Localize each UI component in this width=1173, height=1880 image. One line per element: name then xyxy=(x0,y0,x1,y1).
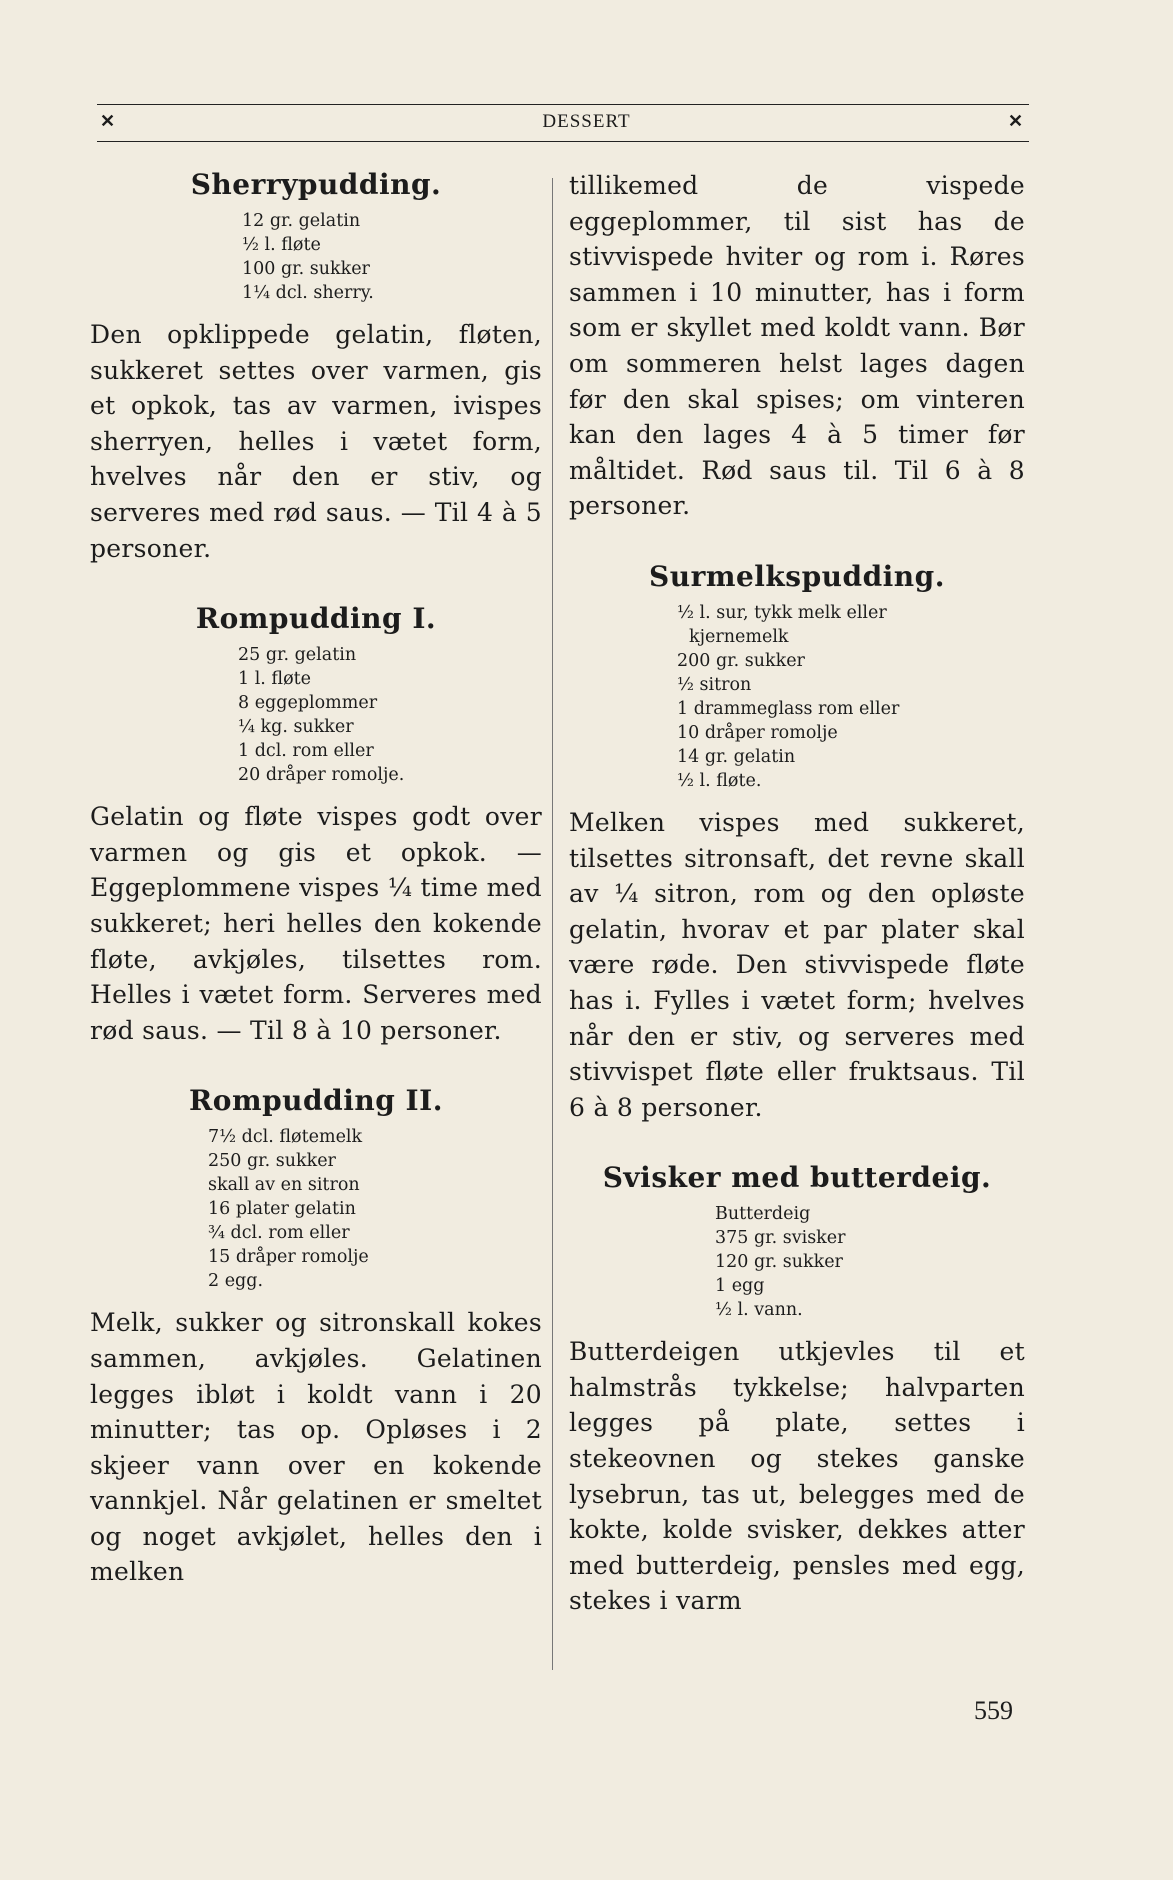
ingredient: 250 gr. sukker xyxy=(208,1151,336,1172)
ingredient: 100 gr. sukker xyxy=(242,259,370,279)
ingredient: 10 dråper romolje xyxy=(677,722,838,743)
ingredient: 120 gr. sukker xyxy=(715,1252,843,1273)
right-column xyxy=(569,168,1025,1619)
recipe-text: Melken vispes med sukkeret, tilsettes sitronsaft, det revne skall av ¼ sitron, rom og den opløste gelatin, hvorav et par plater skal være røde. Den stivvispede fløte has i. Fylles i vætet form; hvelves når den er stiv, og serveres med stivvispet fløte eller fruktsaus. Til 6 à 8 personer. xyxy=(569,807,1025,1122)
ingredient-list xyxy=(208,1125,542,1293)
ingredient: 20 dråper romolje. xyxy=(238,765,405,786)
recipe-title: Surmelkspudding. xyxy=(649,559,945,593)
header-top-rule xyxy=(97,104,1029,105)
ingredient: ½ sitron xyxy=(677,674,752,695)
recipe-text: Melk, sukker og sitronskall kokes sammen, avkjøles. Gelatinen legges ibløt i koldt vann i 20 minutter; tas op. Opløses i 2 skjeer vann over en kokende vannkjel. Når gelatinen er smeltet og noget avkjølet, helles den i melken xyxy=(90,1308,542,1587)
recipe-text: Den opklippede gelatin, fløten, sukkeret settes over varmen, gis et opkok, tas av varmen, ivispes sherryen, helles i vætet form, hvelves når den er stiv, og serveres med rød saus. — Til 4 à 5 personer. xyxy=(90,320,542,563)
ingredient: 25 gr. gelatin xyxy=(238,645,357,666)
recipe-title: Rompudding II. xyxy=(189,1084,443,1118)
ingredient: ½ l. vann. xyxy=(715,1300,803,1321)
ingredient: kjernemelk xyxy=(689,626,789,647)
ingredient: 8 eggeplommer xyxy=(238,693,378,714)
recipe-rompudding-2 xyxy=(90,1084,542,1590)
recipe-text: Gelatin og fløte vispes godt over varmen og gis et opkok. — Eggeplommene vispes ¼ time med sukkeret; heri helles den kokende fløte, avkjøles, tilsettes rom. Helles i vætet form. Serveres med rød saus. — Til 8 à 10 personer. xyxy=(90,802,542,1045)
recipe-title: Rompudding I. xyxy=(195,602,437,636)
section-gap xyxy=(569,1125,1025,1161)
recipe-text-continuation: tillikemed de vispede eggeplommer, til sist has de stivvispede hviter og rom i. Røres sammen i 10 minutter, has i form som er skyllet med koldt vann. Bør om sommeren helst lages dagen før den skal spises; om vinteren kan den lages 4 à 5 timer før måltidet. Rød saus til. Til 6 à 8 personer. xyxy=(569,171,1025,521)
ingredient: ½ l. sur, tykk melk eller xyxy=(677,602,887,623)
recipe-sherrypudding xyxy=(90,168,542,566)
ingredient: skall av en sitron xyxy=(208,1175,360,1196)
ingredient: ½ l. fløte. xyxy=(677,770,762,791)
header-right-mark: ✕ xyxy=(1008,111,1024,132)
recipe-text: Butterdeigen utkjevles til et halmstrås tykkelse; halvparten legges på plate, settes i stekeovnen og stekes ganske lysebrun, tas ut, belegges med de kokte, kolde svisker, dekkes atter med butterdeig, pensles med egg, stekes i varm xyxy=(569,1337,1025,1616)
ingredient: 7½ dcl. fløtemelk xyxy=(208,1127,363,1148)
ingredient: 2 egg. xyxy=(208,1271,264,1292)
running-header: DESSERT xyxy=(542,111,631,132)
ingredient: 1 egg xyxy=(715,1276,765,1297)
section-gap xyxy=(569,524,1025,560)
ingredient: 375 gr. svisker xyxy=(715,1228,846,1249)
ingredient: 12 gr. gelatin xyxy=(242,211,361,231)
ingredient: 14 gr. gelatin xyxy=(677,746,796,767)
recipe-rompudding-1 xyxy=(90,602,542,1048)
ingredient-list xyxy=(238,643,542,787)
ingredient: 16 plater gelatin xyxy=(208,1199,356,1220)
ingredient: 1¼ dcl. sherry. xyxy=(242,283,374,303)
left-column xyxy=(90,168,542,1590)
ingredient: 1 dcl. rom eller xyxy=(238,741,374,762)
section-gap xyxy=(90,566,542,602)
ingredient: Butterdeig xyxy=(715,1204,811,1225)
recipe-svisker-med-butterdeig xyxy=(569,1161,1025,1619)
page-number: 559 xyxy=(974,1696,1013,1725)
recipe-title: Sherrypudding. xyxy=(190,168,442,201)
recipe-title: Svisker med butterdeig. xyxy=(602,1161,992,1195)
ingredient: ¾ dcl. rom eller xyxy=(208,1223,350,1244)
ingredient-list xyxy=(242,209,542,305)
section-gap xyxy=(90,1048,542,1084)
ingredient: ½ l. fløte xyxy=(242,235,321,255)
ingredient: 1 l. fløte xyxy=(238,669,312,690)
ingredient: 200 gr. sukker xyxy=(677,650,805,671)
ingredient-list xyxy=(677,601,1025,793)
column-divider xyxy=(552,178,553,1670)
header-left-mark: ✕ xyxy=(100,111,116,132)
ingredient-list xyxy=(715,1202,1025,1322)
ingredient: ¼ kg. sukker xyxy=(238,717,354,738)
header-bottom-rule xyxy=(97,141,1029,142)
recipe-surmelkspudding xyxy=(569,560,1025,1125)
ingredient: 15 dråper romolje xyxy=(208,1247,369,1268)
ingredient: 1 drammeglass rom eller xyxy=(677,698,900,719)
